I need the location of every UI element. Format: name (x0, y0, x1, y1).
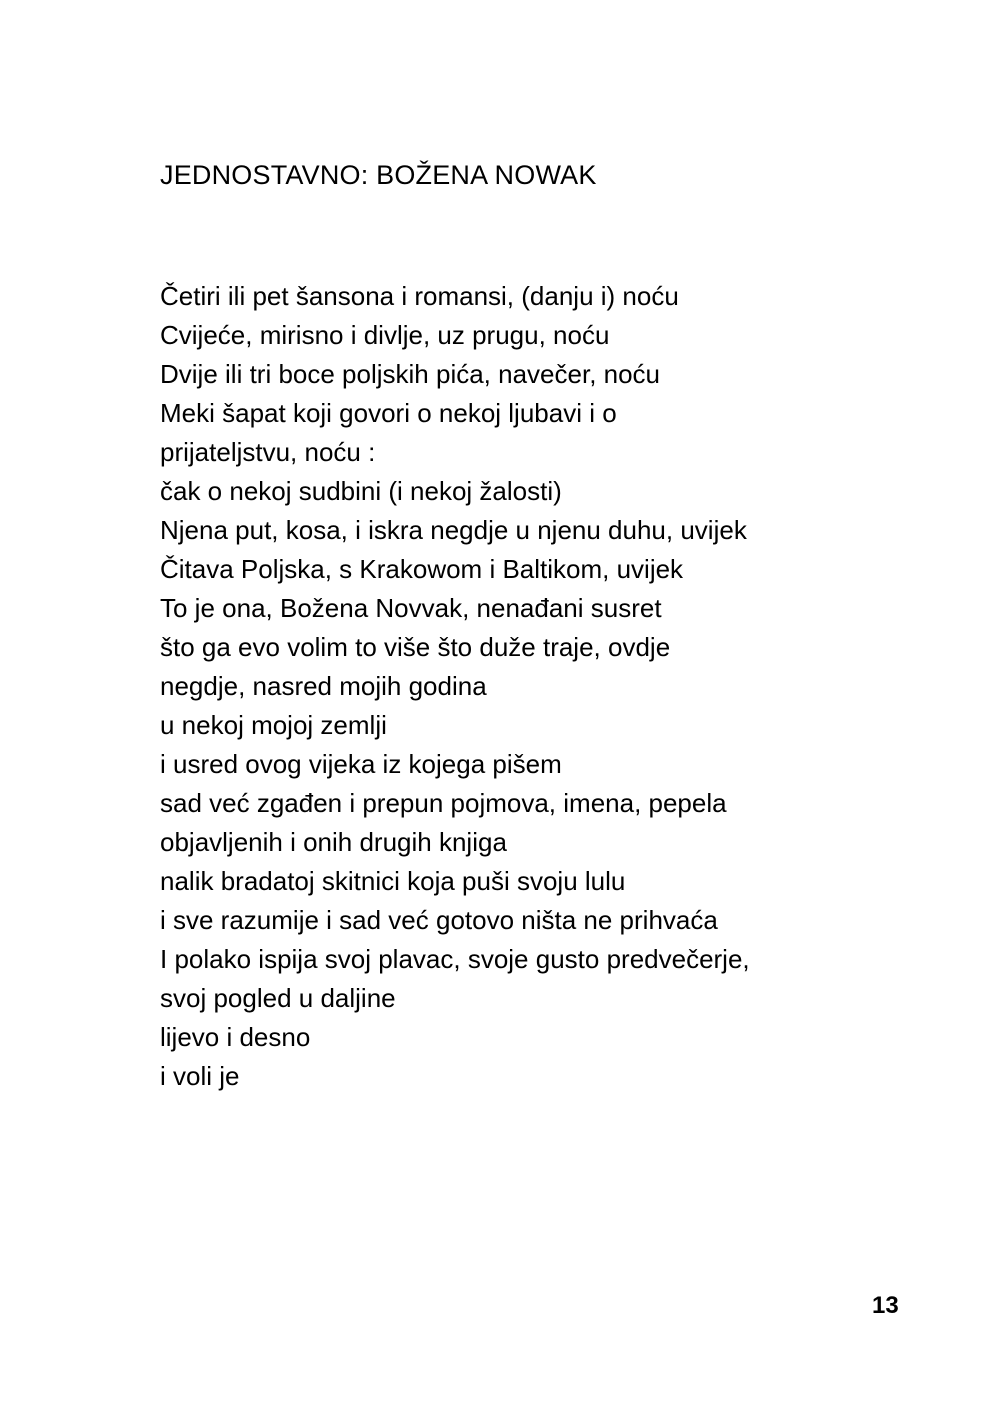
poem-line: čak o nekoj sudbini (i nekoj žalosti) (160, 476, 562, 506)
poem-line: nalik bradatoj skitnici koja puši svoju lulu (160, 866, 626, 896)
poem-line: I polako ispija svoj plavac, svoje gusto predvečerje, (160, 944, 750, 974)
poem-line: lijevo i desno (160, 1022, 311, 1052)
poem-title: JEDNOSTAVNO: BOŽENA NOWAK (160, 160, 597, 190)
poem-line: Dvije ili tri boce poljskih pića, navečer, noću (160, 359, 661, 389)
poem-line: sad već zgađen i prepun pojmova, imena, pepela (160, 788, 727, 818)
poem-line: što ga evo volim to više što duže traje, ovdje (160, 632, 671, 662)
poem-line: Njena put, kosa, i iskra negdje u njenu duhu, uvijek (160, 515, 747, 545)
poem-line: Meki šapat koji govori o nekoj ljubavi i o (160, 398, 617, 428)
poem-line: i usred ovog vijeka iz kojega pišem (160, 749, 562, 779)
poem-line: Cvijeće, mirisno i divlje, uz prugu, noću (160, 320, 610, 350)
poem-line: i sve razumije i sad već gotovo ništa ne prihvaća (160, 905, 718, 935)
poem-line: i voli je (160, 1061, 240, 1091)
poem-line: To je ona, Božena Novvak, nenađani susret (160, 593, 662, 623)
poem-line: prijateljstvu, noću : (160, 437, 376, 467)
page-number: 13 (872, 1292, 899, 1319)
poem-line: u nekoj mojoj zemlji (160, 710, 387, 740)
poem-line: negdje, nasred mojih godina (160, 671, 487, 701)
poem-line: objavljenih i onih drugih knjiga (160, 827, 507, 857)
poem-body (160, 277, 750, 1096)
poem-line: svoj pogled u daljine (160, 983, 396, 1013)
poem-line: Čitava Poljska, s Krakowom i Baltikom, uvijek (160, 554, 684, 584)
poem-line: Četiri ili pet šansona i romansi, (danju i) noću (160, 281, 679, 311)
